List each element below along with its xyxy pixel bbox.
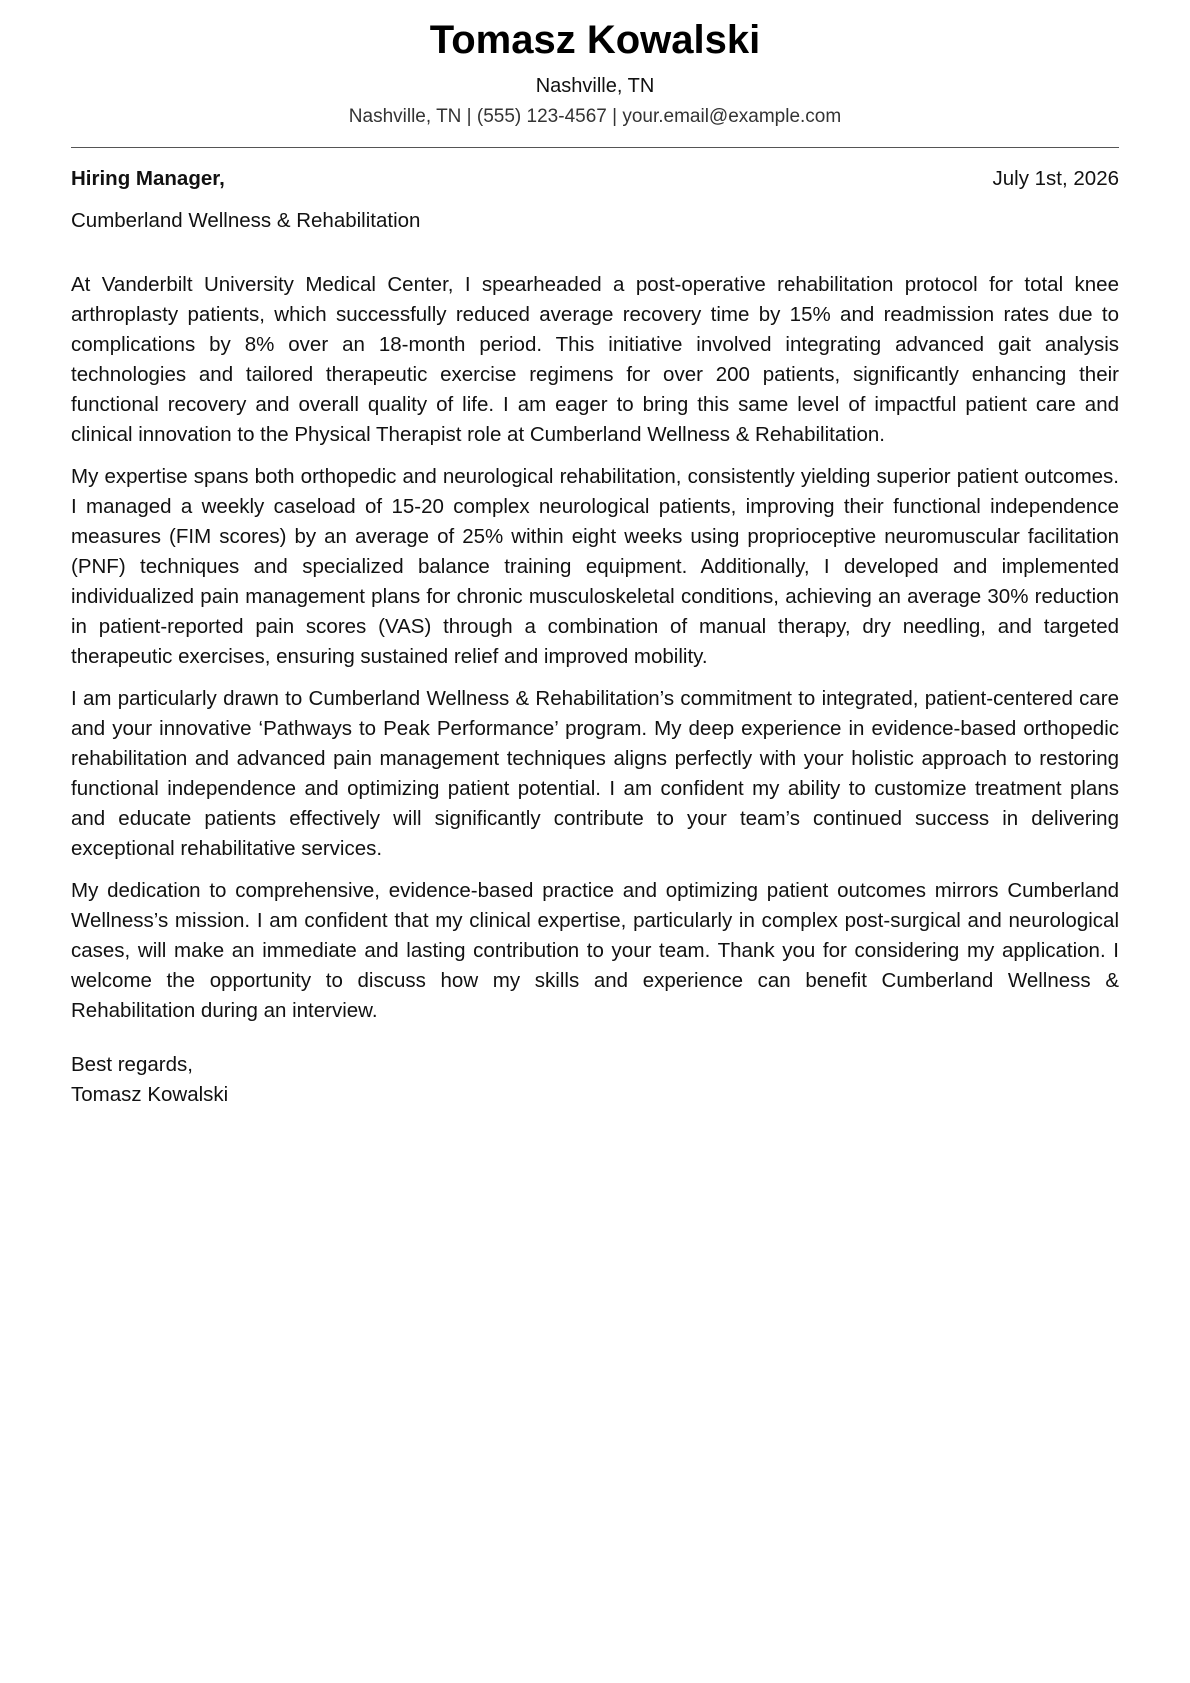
body-paragraph-2: My expertise spans both orthopedic and neurological rehabilitation, consistently yielding superior patient outcomes. I managed a weekly caseload of 15-20 complex neurological patients, improving their functional independence measures (FIM scores) by an average of 25% within eight weeks using proprioceptive neuromuscular facilitation (PNF) techniques and specialized balance training equipment. Additionally, I developed and implemented individualized pain management plans for chronic musculoskeletal conditions, achieving an average 30% reduction in patient-reported pain scores (VAS) through a combination of manual therapy, dry needling, and targeted therapeutic exercises, ensuring sustained relief and improved mobility. [71,465,1119,668]
salutation: Hiring Manager, [71,167,225,190]
signature-name: Tomasz Kowalski [71,1083,229,1106]
header-divider [71,147,1119,148]
body-paragraph-4: My dedication to comprehensive, evidence-based practice and optimizing patient outcomes mirrors Cumberland Wellness’s mission. I am confident that my clinical expertise, particularly in complex post-surgical and neurological cases, will make an immediate and lasting contribution to your team. Thank you for considering my application. I welcome the opportunity to discuss how my skills and experience can benefit Cumberland Wellness & Rehabilitation during an interview. [71,879,1119,1022]
letter-closing [71,1050,1119,1110]
sign-off: Best regards, [71,1053,193,1076]
applicant-location: Nashville, TN [535,75,655,97]
letter-date: July 1st, 2026 [992,167,1119,190]
recipient-company: Cumberland Wellness & Rehabilitation [71,209,421,232]
applicant-contact-line: Nashville, TN | (555) 123-4567 | your.email@example.com [348,106,842,127]
applicant-name: Tomasz Kowalski [429,18,761,62]
recipient-row [71,164,1119,194]
body-paragraph-1: At Vanderbilt University Medical Center, I spearheaded a post-operative rehabilitation protocol for total knee arthroplasty patients, which successfully reduced average recovery time by 15% and readmission rates due to complications by 8% over an 18-month period. This initiative involved integrating advanced gait analysis technologies and tailored therapeutic exercise regimens for over 200 patients, significantly enhancing their functional recovery and overall quality of life. I am eager to bring this same level of impactful patient care and clinical innovation to the Physical Therapist role at Cumberland Wellness & Rehabilitation. [71,273,1119,446]
letter-header [71,0,1119,130]
body-paragraph-3: I am particularly drawn to Cumberland Wellness & Rehabilitation’s commitment to integrated, patient-centered care and your innovative ‘Pathways to Peak Performance’ program. My deep experience in evidence-based orthopedic rehabilitation and advanced pain management techniques aligns perfectly with your holistic approach to restoring functional independence and optimizing patient potential. I am confident my ability to customize treatment plans and educate patients effectively will significantly contribute to your team’s continued success in delivering exceptional rehabilitative services. [71,687,1119,860]
letter-body [71,270,1119,1026]
